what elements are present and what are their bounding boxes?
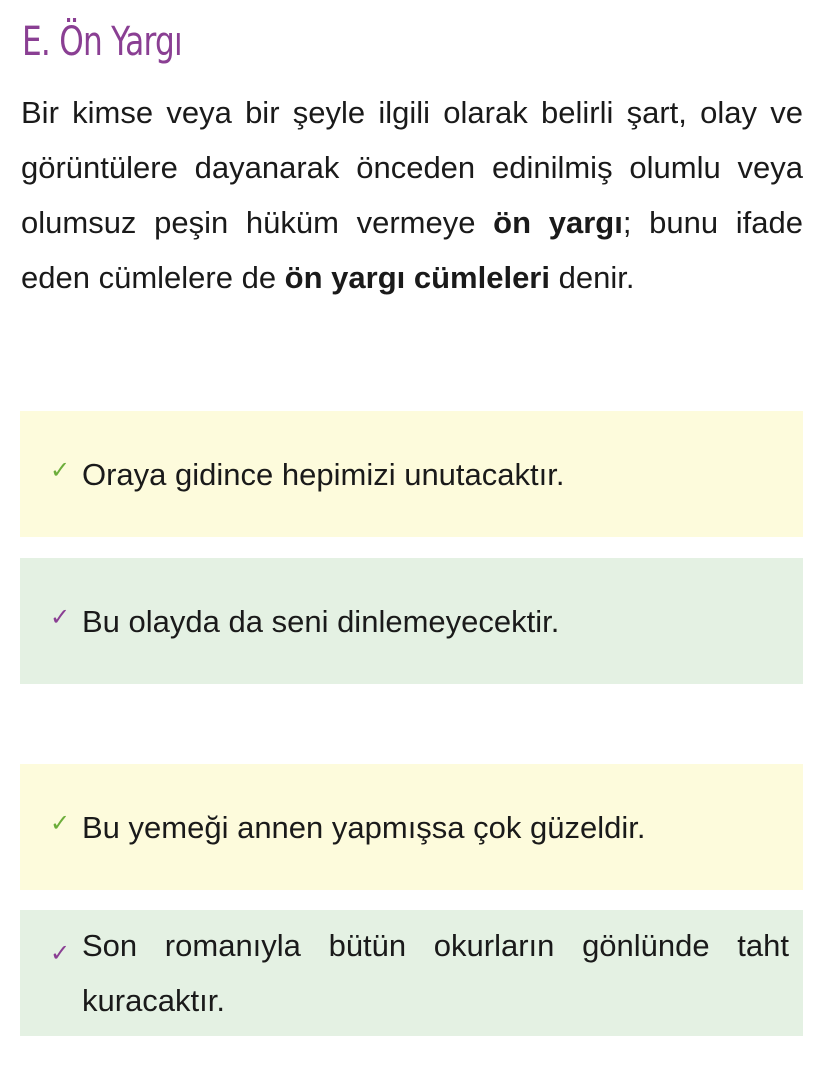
section-title: E. Ön Yargı	[22, 19, 182, 65]
example-box	[20, 558, 803, 684]
definition-paragraph	[21, 85, 803, 305]
example-sentence: Son romanıyla bütün okurların gönlünde taht kuracaktır.	[82, 928, 789, 1018]
check-icon: ✓	[50, 810, 71, 837]
example-box	[20, 910, 803, 1036]
definition-term-on-yargi: ön yargı	[493, 205, 623, 240]
check-icon: ✓	[50, 940, 71, 967]
check-icon: ✓	[50, 604, 71, 631]
definition-text-part1: Bir kimse veya bir şeyle ilgili olarak belirli şart, olay ve görüntülere dayanarak önceden edinilmiş olumlu veya olumsuz peşin hüküm vermeye	[21, 95, 803, 240]
example-box	[20, 764, 803, 890]
example-sentence: Bu yemeği annen yapmışsa çok güzeldir.	[82, 809, 646, 845]
example-box	[20, 411, 803, 537]
definition-term-on-yargi-cumleleri: ön yargı cümleleri	[284, 260, 550, 295]
check-icon: ✓	[50, 457, 71, 484]
example-sentence: Bu olayda da seni dinlemeyecektir.	[82, 603, 560, 639]
definition-text-part2: ; bunu ifade eden cümlelere de	[21, 205, 803, 295]
definition-text-part3: denir.	[550, 260, 635, 295]
example-sentence: Oraya gidince hepimizi unutacaktır.	[82, 456, 565, 492]
